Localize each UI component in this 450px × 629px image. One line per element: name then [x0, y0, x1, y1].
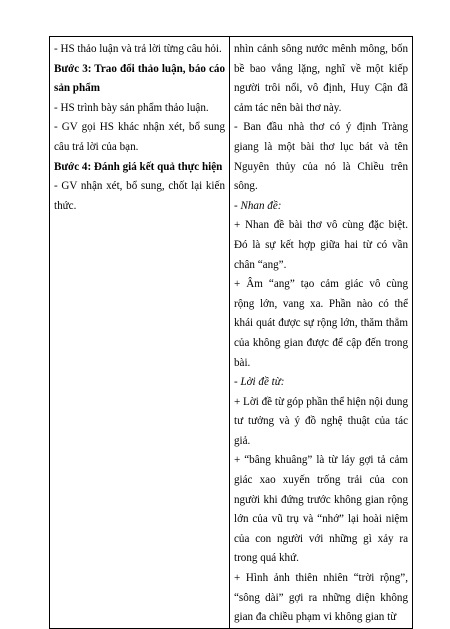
left-heading-step-4: Bước 4: Đánh giá kết quả thực hiện: [54, 160, 223, 173]
right-subheading-title: - Nhan đề:: [234, 199, 282, 212]
left-paragraph: - GV nhận xét, bổ sung, chốt lại kiến thức.: [54, 180, 225, 212]
right-paragraph: + “bâng khuâng” là từ láy gợi tả cảm giác xao xuyến trống trải của con người khi đứng trước không gian rộng lớn của vũ trụ và “nhớ” lại hoài niệm của con người với những gì xảy ra trong quá khứ.: [234, 454, 408, 565]
right-paragraph: + Nhan đề bài thơ vô cùng đặc biệt. Đó là sự kết hợp giữa hai từ có vần chân “ang”.: [234, 219, 408, 271]
right-column-cell: [230, 37, 413, 629]
left-paragraph: - HS thảo luận và trả lời từng câu hỏi.: [54, 43, 222, 55]
right-paragraph: + Âm “ang” tạo cảm giác vô cùng rộng lớn, vang xa. Phần nào có thể khái quát được sự rộng lớn, thăm thẳm của không gian được để cập đến trong bài.: [234, 278, 408, 369]
left-paragraph: - GV gọi HS khác nhận xét, bổ sung câu trả lời của bạn.: [54, 121, 225, 153]
left-column-cell: [50, 37, 230, 629]
table-row: [50, 37, 413, 629]
right-paragraph: nhìn cảnh sông nước mênh mông, bốn bề bao vắng lặng, nghĩ về một kiếp người trôi nổi, vô định, Huy Cận đã cảm tác nên bài thơ này.: [234, 43, 408, 114]
right-paragraph: + Lời đề từ góp phần thể hiện nội dung tư tưởng và ý đồ nghệ thuật của tác giả.: [234, 395, 408, 447]
lesson-table: [49, 36, 413, 629]
right-paragraph: - Ban đầu nhà thơ có ý định Tràng giang là một bài thơ lục bát và tên Nguyên thủy của nó là Chiều trên sông.: [234, 121, 408, 193]
left-heading-step-3: Bước 3: Trao đổi thảo luận, báo cáo sản phẩm: [54, 62, 225, 95]
left-paragraph: - HS trình bày sản phẩm thảo luận.: [54, 101, 209, 114]
right-subheading-epigraph: - Lời đề từ:: [234, 376, 285, 389]
right-paragraph: + Hình ảnh thiên nhiên “trời rộng”, “sông dài” gợi ra những diện không gian đa chiều phạm vi không gian từ: [234, 572, 408, 624]
